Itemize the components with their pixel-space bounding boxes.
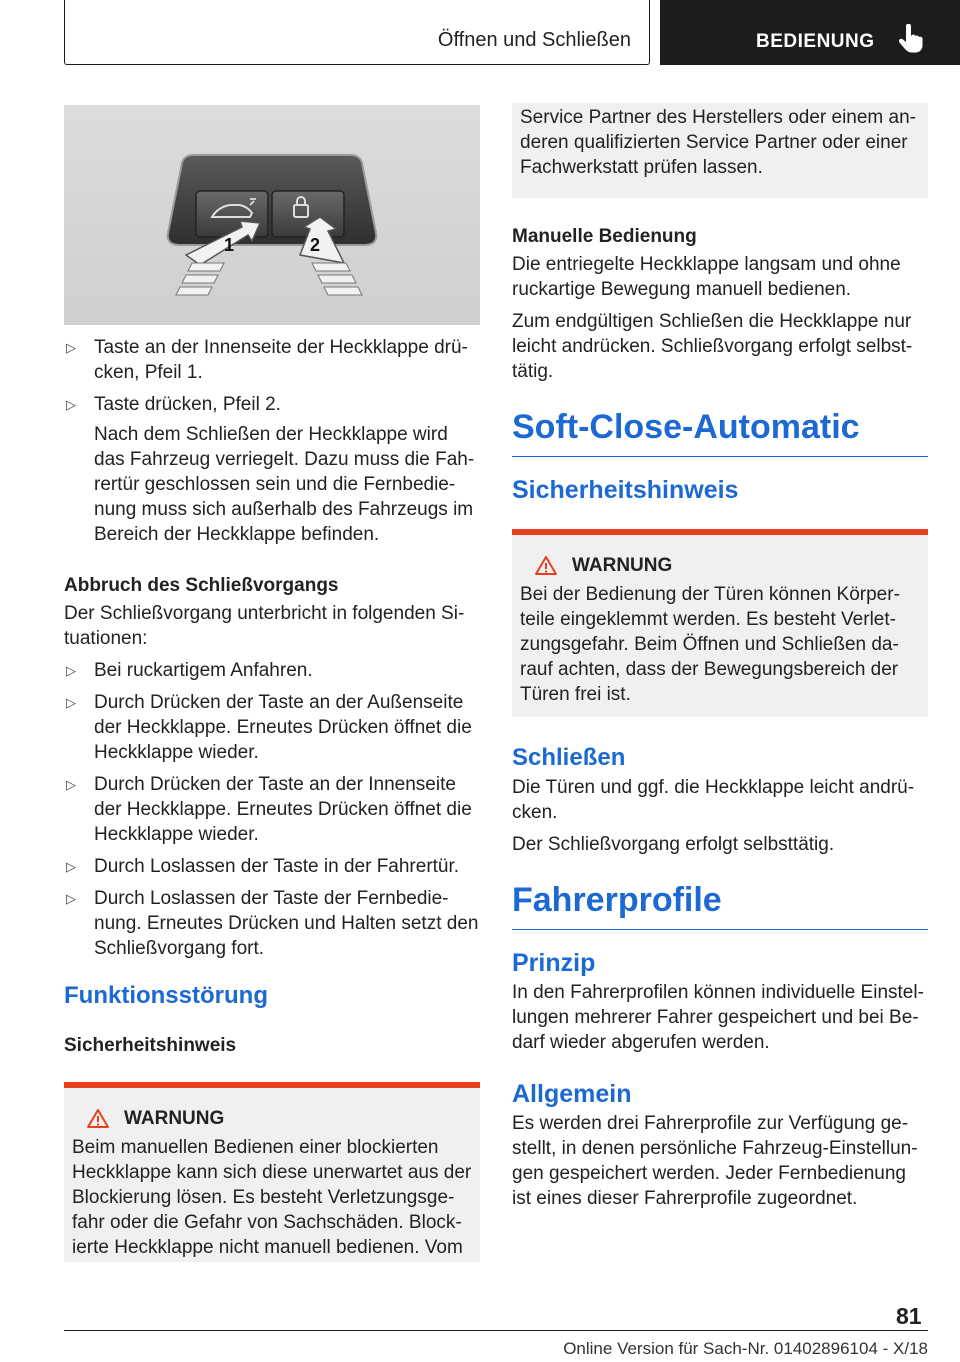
list-item xyxy=(64,658,480,683)
warning-triangle-icon xyxy=(534,555,558,576)
warning-label: WARNUNG xyxy=(572,555,673,576)
safety-heading: Sicherheitshinweis xyxy=(512,476,739,504)
manual-paragraph-1: Die entriegelte Heckklappe langsam und ohne ruckartige Bewegung manuell bedienen. xyxy=(512,254,901,300)
chapter-tab xyxy=(660,0,960,65)
section-title: Öffnen und Schließen xyxy=(437,29,631,51)
list-item xyxy=(64,886,480,961)
manual-paragraph-2: Zum endgültigen Schließen die Heckklappe nur leicht andrücken. Schließvorgang erfolgt selbst-tätig. xyxy=(512,311,913,382)
general-heading: Allgemein xyxy=(512,1080,632,1108)
list-item xyxy=(64,335,480,385)
page-number: 81 xyxy=(896,1303,922,1329)
continued-text: Service Partner des Herstellers oder einem an-deren qualifizierten Service Partner oder einer Fachwerkstatt prüfen lassen. xyxy=(520,107,917,178)
abort-title: Abbruch des Schließvorgangs xyxy=(64,575,339,596)
hand-pointer-icon xyxy=(898,24,924,54)
warning-box xyxy=(512,529,928,717)
bullet-text: Durch Drücken der Taste an der Innenseite der Heckklappe. Erneutes Drücken öffnet die Heckklappe wieder. xyxy=(94,774,472,845)
warning-continued-box xyxy=(512,103,928,198)
manual-title: Manuelle Bedienung xyxy=(512,226,697,247)
triangle-bullet-icon: ▷ xyxy=(66,891,76,906)
triangle-bullet-icon: ▷ xyxy=(66,695,76,710)
left-column xyxy=(64,105,480,1262)
bullet-text: Durch Loslassen der Taste in der Fahrertür. xyxy=(94,856,460,877)
closing-paragraph-1: Die Türen und ggf. die Heckklappe leicht andrü-cken. xyxy=(512,777,915,823)
principle-heading: Prinzip xyxy=(512,949,596,977)
callout-1: 1 xyxy=(224,235,235,255)
bullet-text: Durch Drücken der Taste an der Außenseite der Heckklappe. Erneutes Drücken öffnet die Heckklappe wieder. xyxy=(94,692,472,763)
triangle-bullet-icon: ▷ xyxy=(66,663,76,678)
bullet-text: Durch Loslassen der Taste der Fernbedie-nung. Erneutes Drücken und Halten setzt den Schließvorgang fort. xyxy=(94,888,479,959)
list-item xyxy=(64,772,480,847)
warning-header xyxy=(72,1106,472,1131)
principle-text: In den Fahrerprofilen können individuelle Einstel-lungen mehrerer Fahrer gespeichert und bei Be-darf wieder abgerufen werden. xyxy=(512,982,924,1053)
warning-text: Bei der Bedienung der Türen können Körper-teile eingeklemmt werden. Es besteht Verlet-zungsgefahr. Beim Öffnen und Schließen da-rauf achten, dass der Bewegungsbereich der Türen frei ist. xyxy=(520,584,900,705)
abort-intro: Der Schließvorgang unterbricht in folgenden Si-tuationen: xyxy=(64,603,465,649)
list-item xyxy=(64,392,480,547)
warning-label: WARNUNG xyxy=(124,1108,225,1129)
right-column xyxy=(512,103,928,1218)
list-item xyxy=(64,854,480,879)
list-item xyxy=(64,690,480,765)
warning-text: Beim manuellen Bedienen einer blockierten Heckklappe kann sich diese unerwartet aus der Blockierung lösen. Es besteht Verletzungsge-fahr oder die Gefahr von Sachschäden. Block-ierte Heckklappe nicht manuell bedienen. Vom xyxy=(72,1137,472,1258)
malfunction-heading: Funktionsstörung xyxy=(64,982,268,1009)
warning-box xyxy=(64,1082,480,1262)
triangle-bullet-icon: ▷ xyxy=(66,340,76,355)
header-section-tab xyxy=(64,0,650,65)
closing-paragraph-2: Der Schließvorgang erfolgt selbsttätig. xyxy=(512,834,835,855)
closing-heading: Schließen xyxy=(512,744,626,771)
triangle-bullet-icon: ▷ xyxy=(66,859,76,874)
triangle-bullet-icon: ▷ xyxy=(66,397,76,412)
footer-divider xyxy=(64,1330,928,1331)
warning-triangle-icon xyxy=(86,1108,110,1129)
bullet-text: Bei ruckartigem Anfahren. xyxy=(94,660,313,681)
warning-header xyxy=(520,553,920,578)
bullet-extra-text: Nach dem Schließen der Heckklappe wird das Fahrzeug verriegelt. Dazu muss die Fah-rertür geschlossen sein und die Fernbedie-nung muss sich außerhalb des Fahrzeugs im Bereich der Heckklappe befinden. xyxy=(94,424,475,545)
profiles-heading: Fahrerprofile xyxy=(512,879,928,930)
footer-version: Online Version für Sach-Nr. 01402896104 - X/18 xyxy=(563,1339,928,1358)
triangle-bullet-icon: ▷ xyxy=(66,777,76,792)
chapter-title: BEDIENUNG xyxy=(756,31,875,52)
soft-close-heading: Soft-Close-Automatic xyxy=(512,406,928,457)
callout-2: 2 xyxy=(310,235,321,255)
bullet-text: Taste an der Innenseite der Heckklappe drü- cken, Pfeil 1. xyxy=(94,337,468,383)
trunk-buttons-illustration xyxy=(64,105,480,325)
safety-subheading: Sicherheitshinweis xyxy=(64,1035,237,1056)
bullet-text: Taste drücken, Pfeil 2. xyxy=(94,394,281,415)
trunk-buttons-figure xyxy=(64,105,480,325)
general-text: Es werden drei Fahrerprofile zur Verfügung ge-stellt, in denen persönliche Fahrzeug-Einstellun-gen gespeichert werden. Jeder Fernbedienung ist eines dieser Fahrerprofile zugeordnet. xyxy=(512,1113,918,1209)
